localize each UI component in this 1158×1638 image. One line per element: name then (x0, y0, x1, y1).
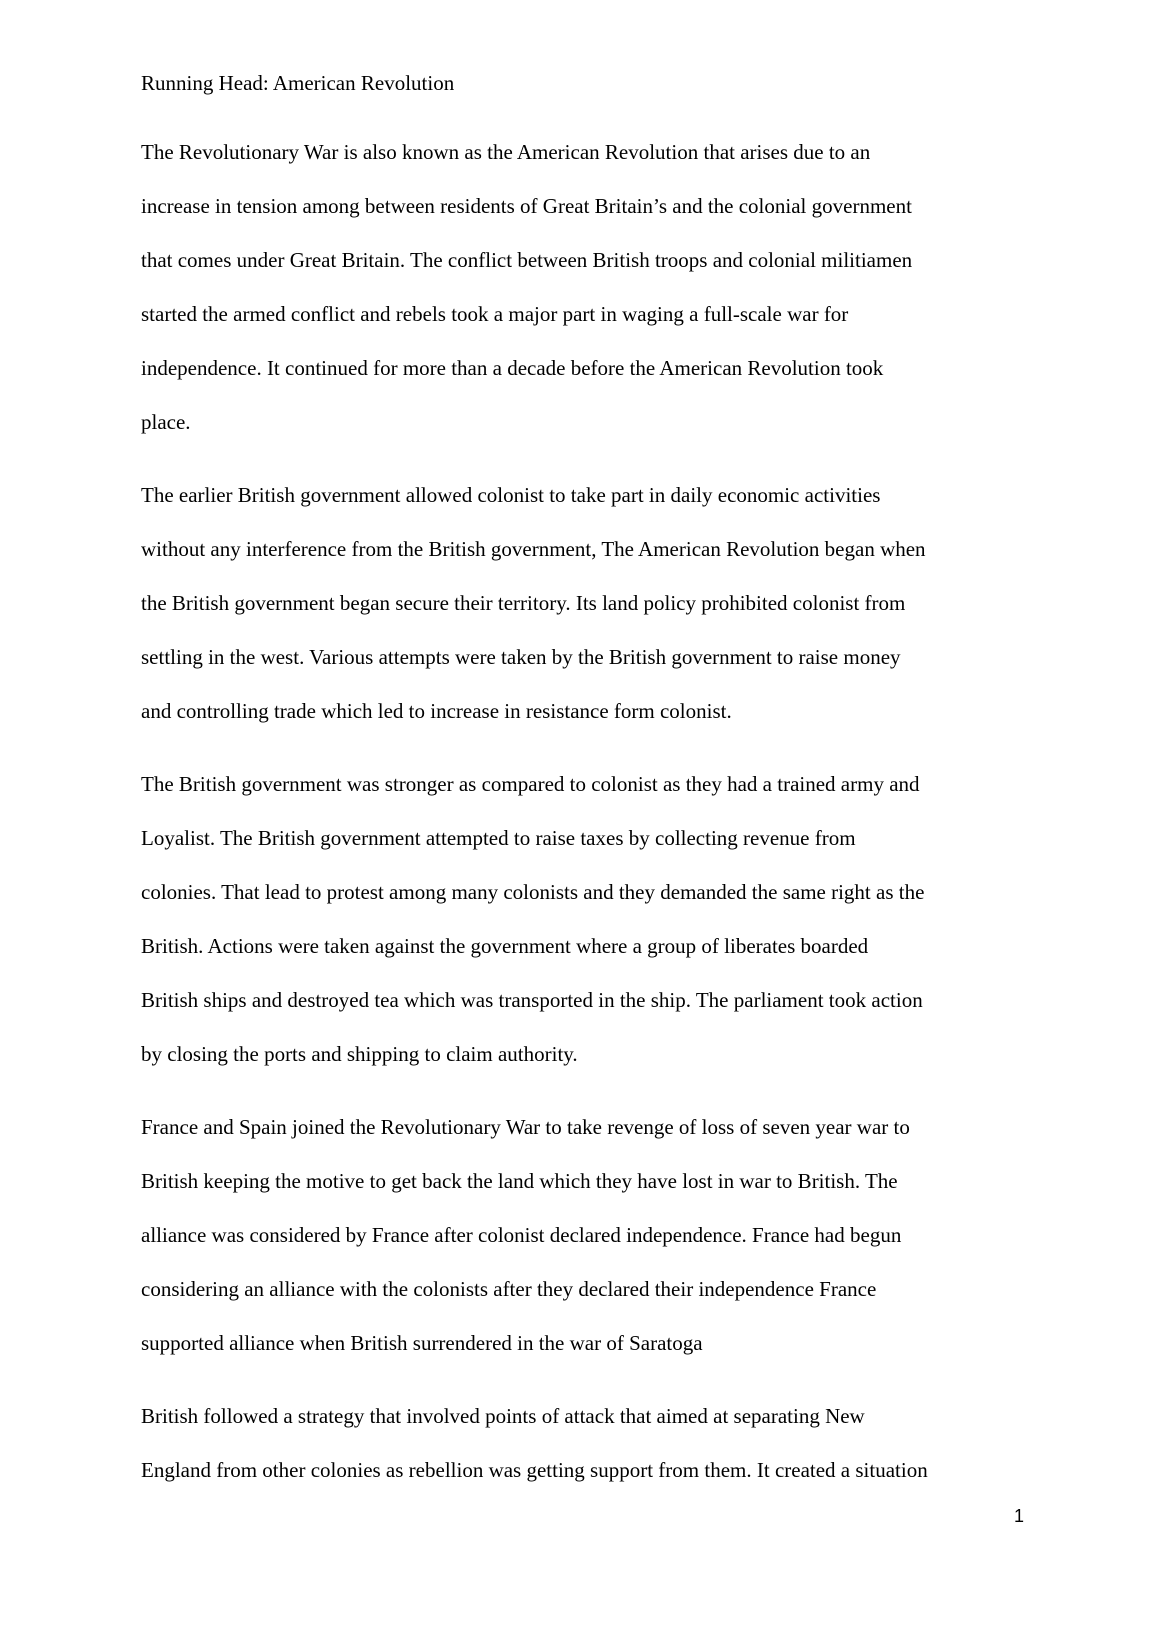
document-body (141, 137, 1031, 1528)
paragraph-1 (141, 137, 1031, 461)
text-line: British. Actions were taken against the government where a group of liberates boarded (141, 934, 869, 958)
text-line: that comes under Great Britain. The conflict between British troops and colonial militiamen (141, 248, 913, 272)
paragraph-4 (141, 1112, 1031, 1382)
text-line: Loyalist. The British government attempted to raise taxes by collecting revenue from (141, 826, 856, 850)
text-line: colonies. That lead to protest among many colonists and they demanded the same right as the (141, 880, 925, 904)
text-line: alliance was considered by France after colonist declared independence. France had begun (141, 1223, 902, 1247)
text-line: British ships and destroyed tea which was transported in the ship. The parliament took action (141, 988, 923, 1012)
paragraph-2 (141, 480, 1031, 750)
text-line: England from other colonies as rebellion was getting support from them. It created a situation (141, 1458, 928, 1482)
text-line: by closing the ports and shipping to claim authority. (141, 1042, 578, 1066)
text-line: started the armed conflict and rebels took a major part in waging a full-scale war for (141, 302, 849, 326)
running-head: Running Head: American Revolution (141, 71, 455, 95)
paragraph-5 (141, 1401, 1031, 1509)
paragraph-3 (141, 769, 1031, 1093)
text-line: The Revolutionary War is also known as the American Revolution that arises due to an (141, 140, 871, 164)
text-line: independence. It continued for more than a decade before the American Revolution took (141, 356, 884, 380)
text-line: the British government began secure their territory. Its land policy prohibited colonist from (141, 591, 906, 615)
text-line: considering an alliance with the colonists after they declared their independence France (141, 1277, 877, 1301)
text-line: The earlier British government allowed colonist to take part in daily economic activities (141, 483, 881, 507)
text-line: British keeping the motive to get back the land which they have lost in war to British. The (141, 1169, 898, 1193)
text-line: British followed a strategy that involved points of attack that aimed at separating New (141, 1404, 865, 1428)
page-number: 1 (1013, 1506, 1024, 1526)
text-line: France and Spain joined the Revolutionary War to take revenge of loss of seven year war to (141, 1115, 910, 1139)
text-line: without any interference from the British government, The American Revolution began when (141, 537, 926, 561)
text-line: increase in tension among between residents of Great Britain’s and the colonial government (141, 194, 912, 218)
text-line: and controlling trade which led to increase in resistance form colonist. (141, 699, 732, 723)
text-line: The British government was stronger as compared to colonist as they had a trained army and (141, 772, 920, 796)
text-line: place. (141, 410, 191, 434)
text-line: supported alliance when British surrendered in the war of Saratoga (141, 1331, 703, 1355)
text-line: settling in the west. Various attempts were taken by the British government to raise money (141, 645, 901, 669)
